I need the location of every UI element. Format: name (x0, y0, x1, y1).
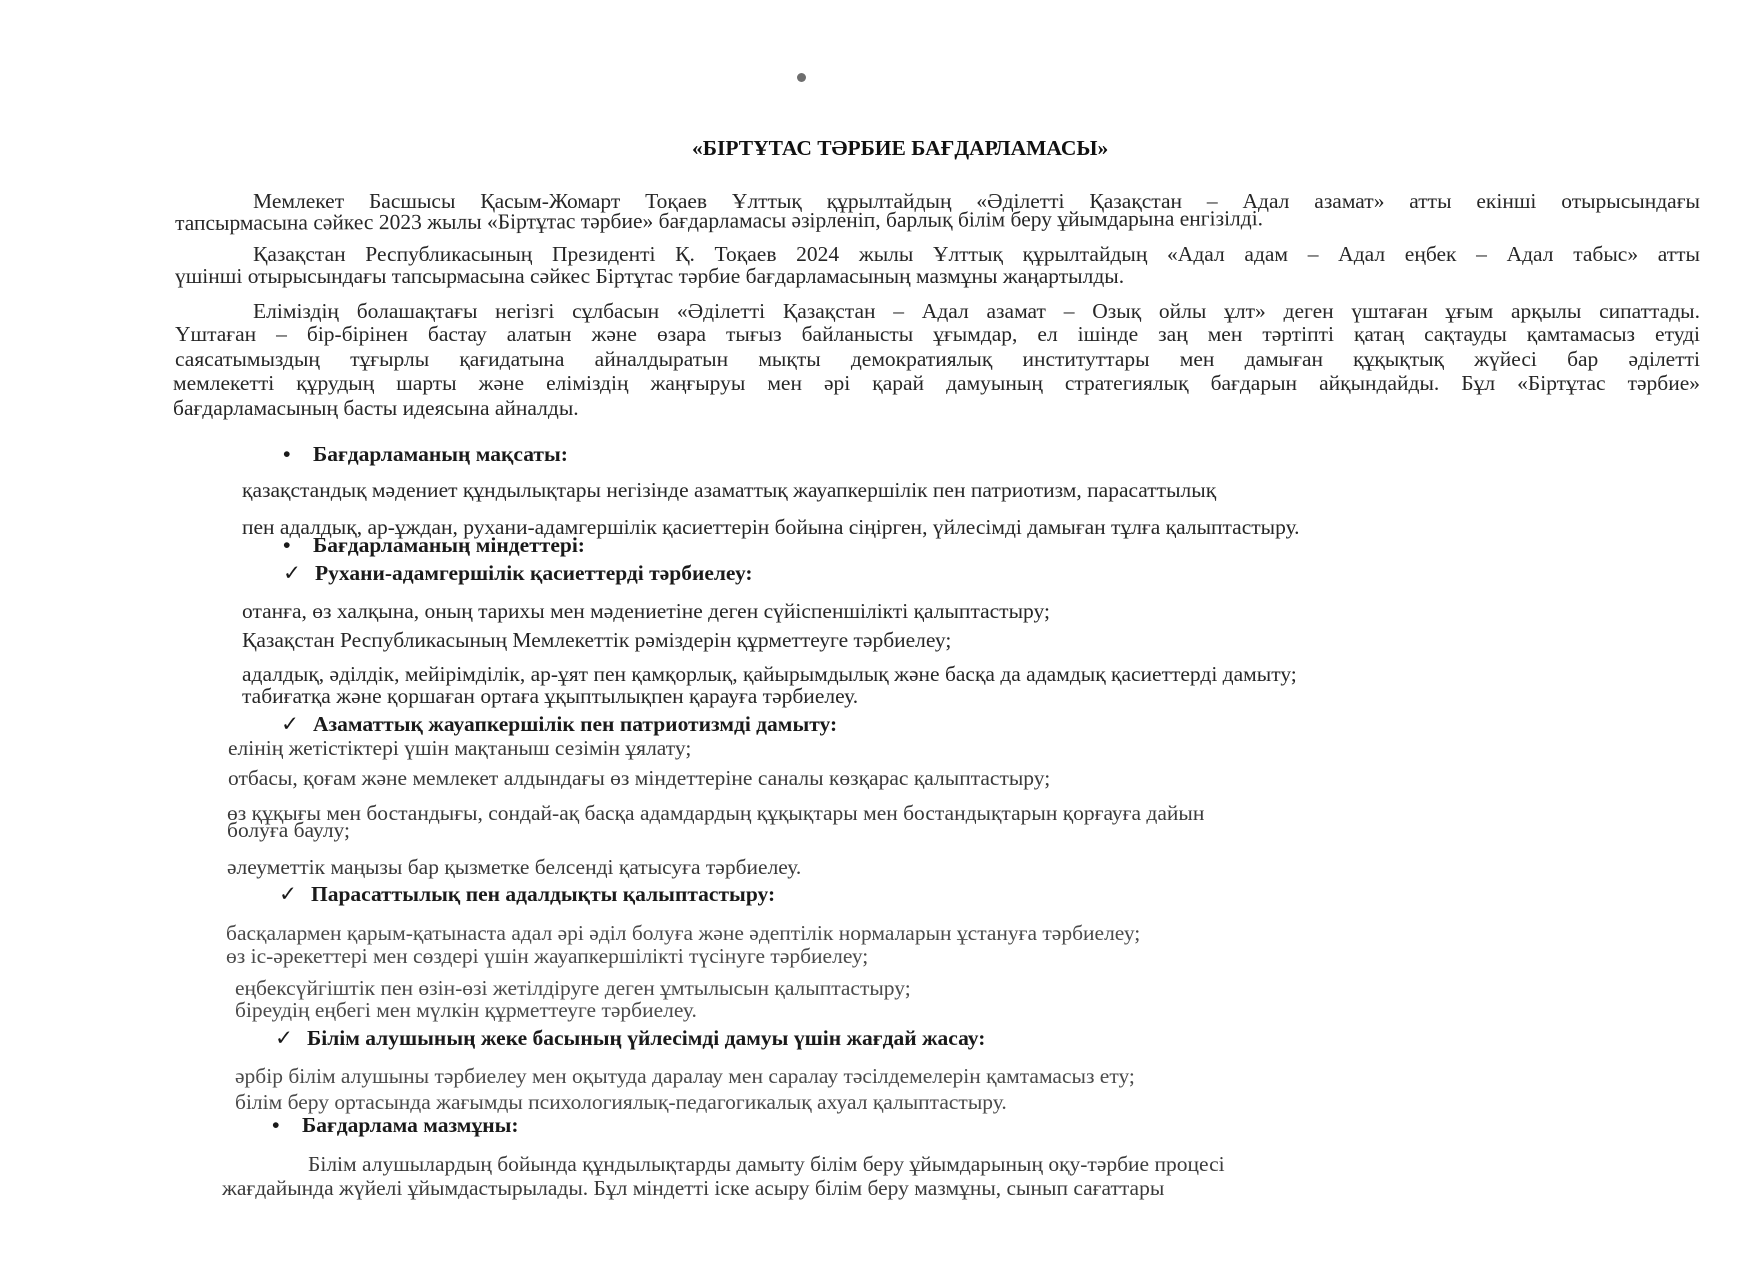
task-group-2-item-3: өз құқығы мен бостандығы, сондай-ақ басқа адамдардың құқықтары мен бостандықтарын қорғауға дайын (227, 801, 1205, 825)
task-group-3-item-4: біреудің еңбегі мен мүлкін құрметтеуге тәрбиелеу. (235, 998, 697, 1022)
intro-p1-line2: тапсырмасына сәйкес 2023 жылы «Біртұтас тәрбие» бағдарламасы әзірленіп, барлық білім беру ұйымдарына енгізілді. (174, 206, 1264, 235)
task-group-2-heading: Азаматтық жауапкершілік пен патриотизмді дамыту: (313, 712, 838, 736)
task-group-4-heading: Білім алушының жеке басының үйлесімді дамуы үшін жағдай жасау: (307, 1026, 986, 1050)
goal-line2: пен адалдық, ар-ұждан, рухани-адамгершілік қасиеттерін бойына сіңірген, үйлесімді дамыған тұлға қалыптастыру. (242, 515, 1300, 539)
task-group-3-item-1: басқалармен қарым-қатынаста адал әрі әділ болуға және әдептілік нормаларын ұстануға тәрбиелеу; (226, 921, 1141, 945)
intro-p2-line1: Қазақстан Республикасының Президенті Қ. Тоқаев 2024 жылы Ұлттық құрылтайдың «Адал адам – Адал еңбек – Адал табыс» атты (253, 242, 1700, 266)
tasks-heading-row (283, 535, 585, 557)
task-group-4-heading-row (275, 1028, 985, 1050)
intro-p3-line2: Үштаған – бір-бірінен бастау алатын және өзара тығыз байланысты ұғымдар, ел ішінде заң мен тәртіпті қатаң сақтауды қамтамасыз етуді (175, 322, 1700, 346)
task-group-2-item-1: елінің жетістіктері үшін мақтаныш сезімін ұялату; (228, 736, 692, 760)
intro-p3-line4: мемлекетті құрудың шарты және еліміздің жаңғыруы мен әрі қарай дамуының стратегиялық бағдарын айқындайды. Бұл «Біртұтас тәрбие» (173, 371, 1700, 395)
intro-p3-line1: Еліміздің болашақтағы негізгі сұлбасын «Әділетті Қазақстан – Адал азамат – Озық ойлы ұлт» деген үштаған ұғым арқылы сипаттады. (253, 299, 1700, 323)
task-group-1-heading: Рухани-адамгершілік қасиеттерді тәрбиелеу: (315, 561, 753, 585)
tasks-heading: Бағдарламаның міндеттері: (313, 533, 585, 557)
document-title: «БІРТҰТАС ТӘРБИЕ БАҒДАРЛАМАСЫ» (692, 136, 1109, 160)
scan-speck (797, 73, 806, 82)
task-group-1-item-4: табиғатқа және қоршаған ортаға ұқыптылықпен қарауға тәрбиелеу. (242, 684, 859, 708)
checkmark-icon: ✓ (281, 712, 300, 736)
checkmark-icon: ✓ (279, 882, 298, 906)
content-line1: Білім алушылардың бойында құндылықтарды дамыту білім беру ұйымдарының оқу-тәрбие процесі (308, 1152, 1225, 1176)
bullet-icon: • (283, 442, 291, 466)
task-group-3-item-3: еңбексүйгіштік пен өзін-өзі жетілдіруге деген ұмтылысын қалыптастыру; (235, 976, 911, 1000)
intro-p3-line3: саясатымыздың тұғырлы қағидатына айналдыратын мықты демократиялық институттары мен дамыған құқықтық жүйесі бар әділетті (175, 347, 1700, 371)
goal-heading-row (283, 444, 568, 466)
goal-heading: Бағдарламаның мақсаты: (313, 442, 568, 466)
task-group-1-item-1: отанға, өз халқына, оның тарихы мен мәдениетіне деген сүйіспеншілікті қалыптастыру; (242, 599, 1050, 623)
bullet-icon: • (272, 1113, 280, 1137)
task-group-1-item-2: Қазақстан Республикасының Мемлекеттік рәміздерін құрметтеуге тәрбиелеу; (242, 628, 952, 652)
task-group-4-item-1: әрбір білім алушыны тәрбиелеу мен оқытуда даралау мен саралау тәсілдемелерін қамтамасыз ету; (235, 1064, 1135, 1088)
task-group-2-heading-row (281, 714, 837, 736)
intro-p1-line1: Мемлекет Басшысы Қасым-Жомарт Тоқаев Ұлттық құрылтайдың «Әділетті Қазақстан – Адал азамат» атты екінші отырысындағы (253, 189, 1700, 213)
task-group-2-item-4: болуға баулу; (227, 818, 350, 842)
task-group-1-item-3: адалдық, әділдік, мейірімділік, ар-ұят пен қамқорлық, қайырымдылық және басқа да адамдық қасиеттерді дамыту; (242, 662, 1297, 686)
content-heading-row (272, 1115, 519, 1137)
task-group-1-heading-row (283, 563, 753, 585)
intro-p3-line5: бағдарламасының басты идеясына айналды. (173, 396, 579, 420)
task-group-2-item-2: отбасы, қоғам және мемлекет алдындағы өз міндеттеріне саналы көзқарас қалыптастыру; (228, 766, 1051, 790)
checkmark-icon: ✓ (283, 561, 302, 585)
task-group-4-item-2: білім беру ортасында жағымды психологиялық-педагогикалық ахуал қалыптастыру. (235, 1090, 1007, 1114)
checkmark-icon: ✓ (275, 1026, 294, 1050)
content-line2: жағдайында жүйелі ұйымдастырылады. Бұл міндетті іске асыру білім беру мазмұны, сынып сағаттары (222, 1176, 1165, 1200)
bullet-icon: • (283, 533, 291, 557)
content-heading: Бағдарлама мазмұны: (302, 1113, 519, 1137)
task-group-2-item-5: әлеуметтік маңызы бар қызметке белсенді қатысуға тәрбиелеу. (227, 855, 802, 879)
intro-p2-line2: үшінші отырысындағы тапсырмасына сәйкес Біртұтас тәрбие бағдарламасының мазмұны жаңартылды. (175, 264, 1125, 288)
task-group-3-heading: Парасаттылық пен адалдықты қалыптастыру: (311, 882, 776, 906)
goal-line1: қазақстандық мәдениет құндылықтары негізінде азаматтық жауапкершілік пен патриотизм, парасаттылық (242, 478, 1217, 502)
task-group-3-item-2: өз іс-әрекеттері мен сөздері үшін жауапкершілікті түсінуге тәрбиелеу; (226, 944, 869, 968)
task-group-3-heading-row (279, 884, 775, 906)
